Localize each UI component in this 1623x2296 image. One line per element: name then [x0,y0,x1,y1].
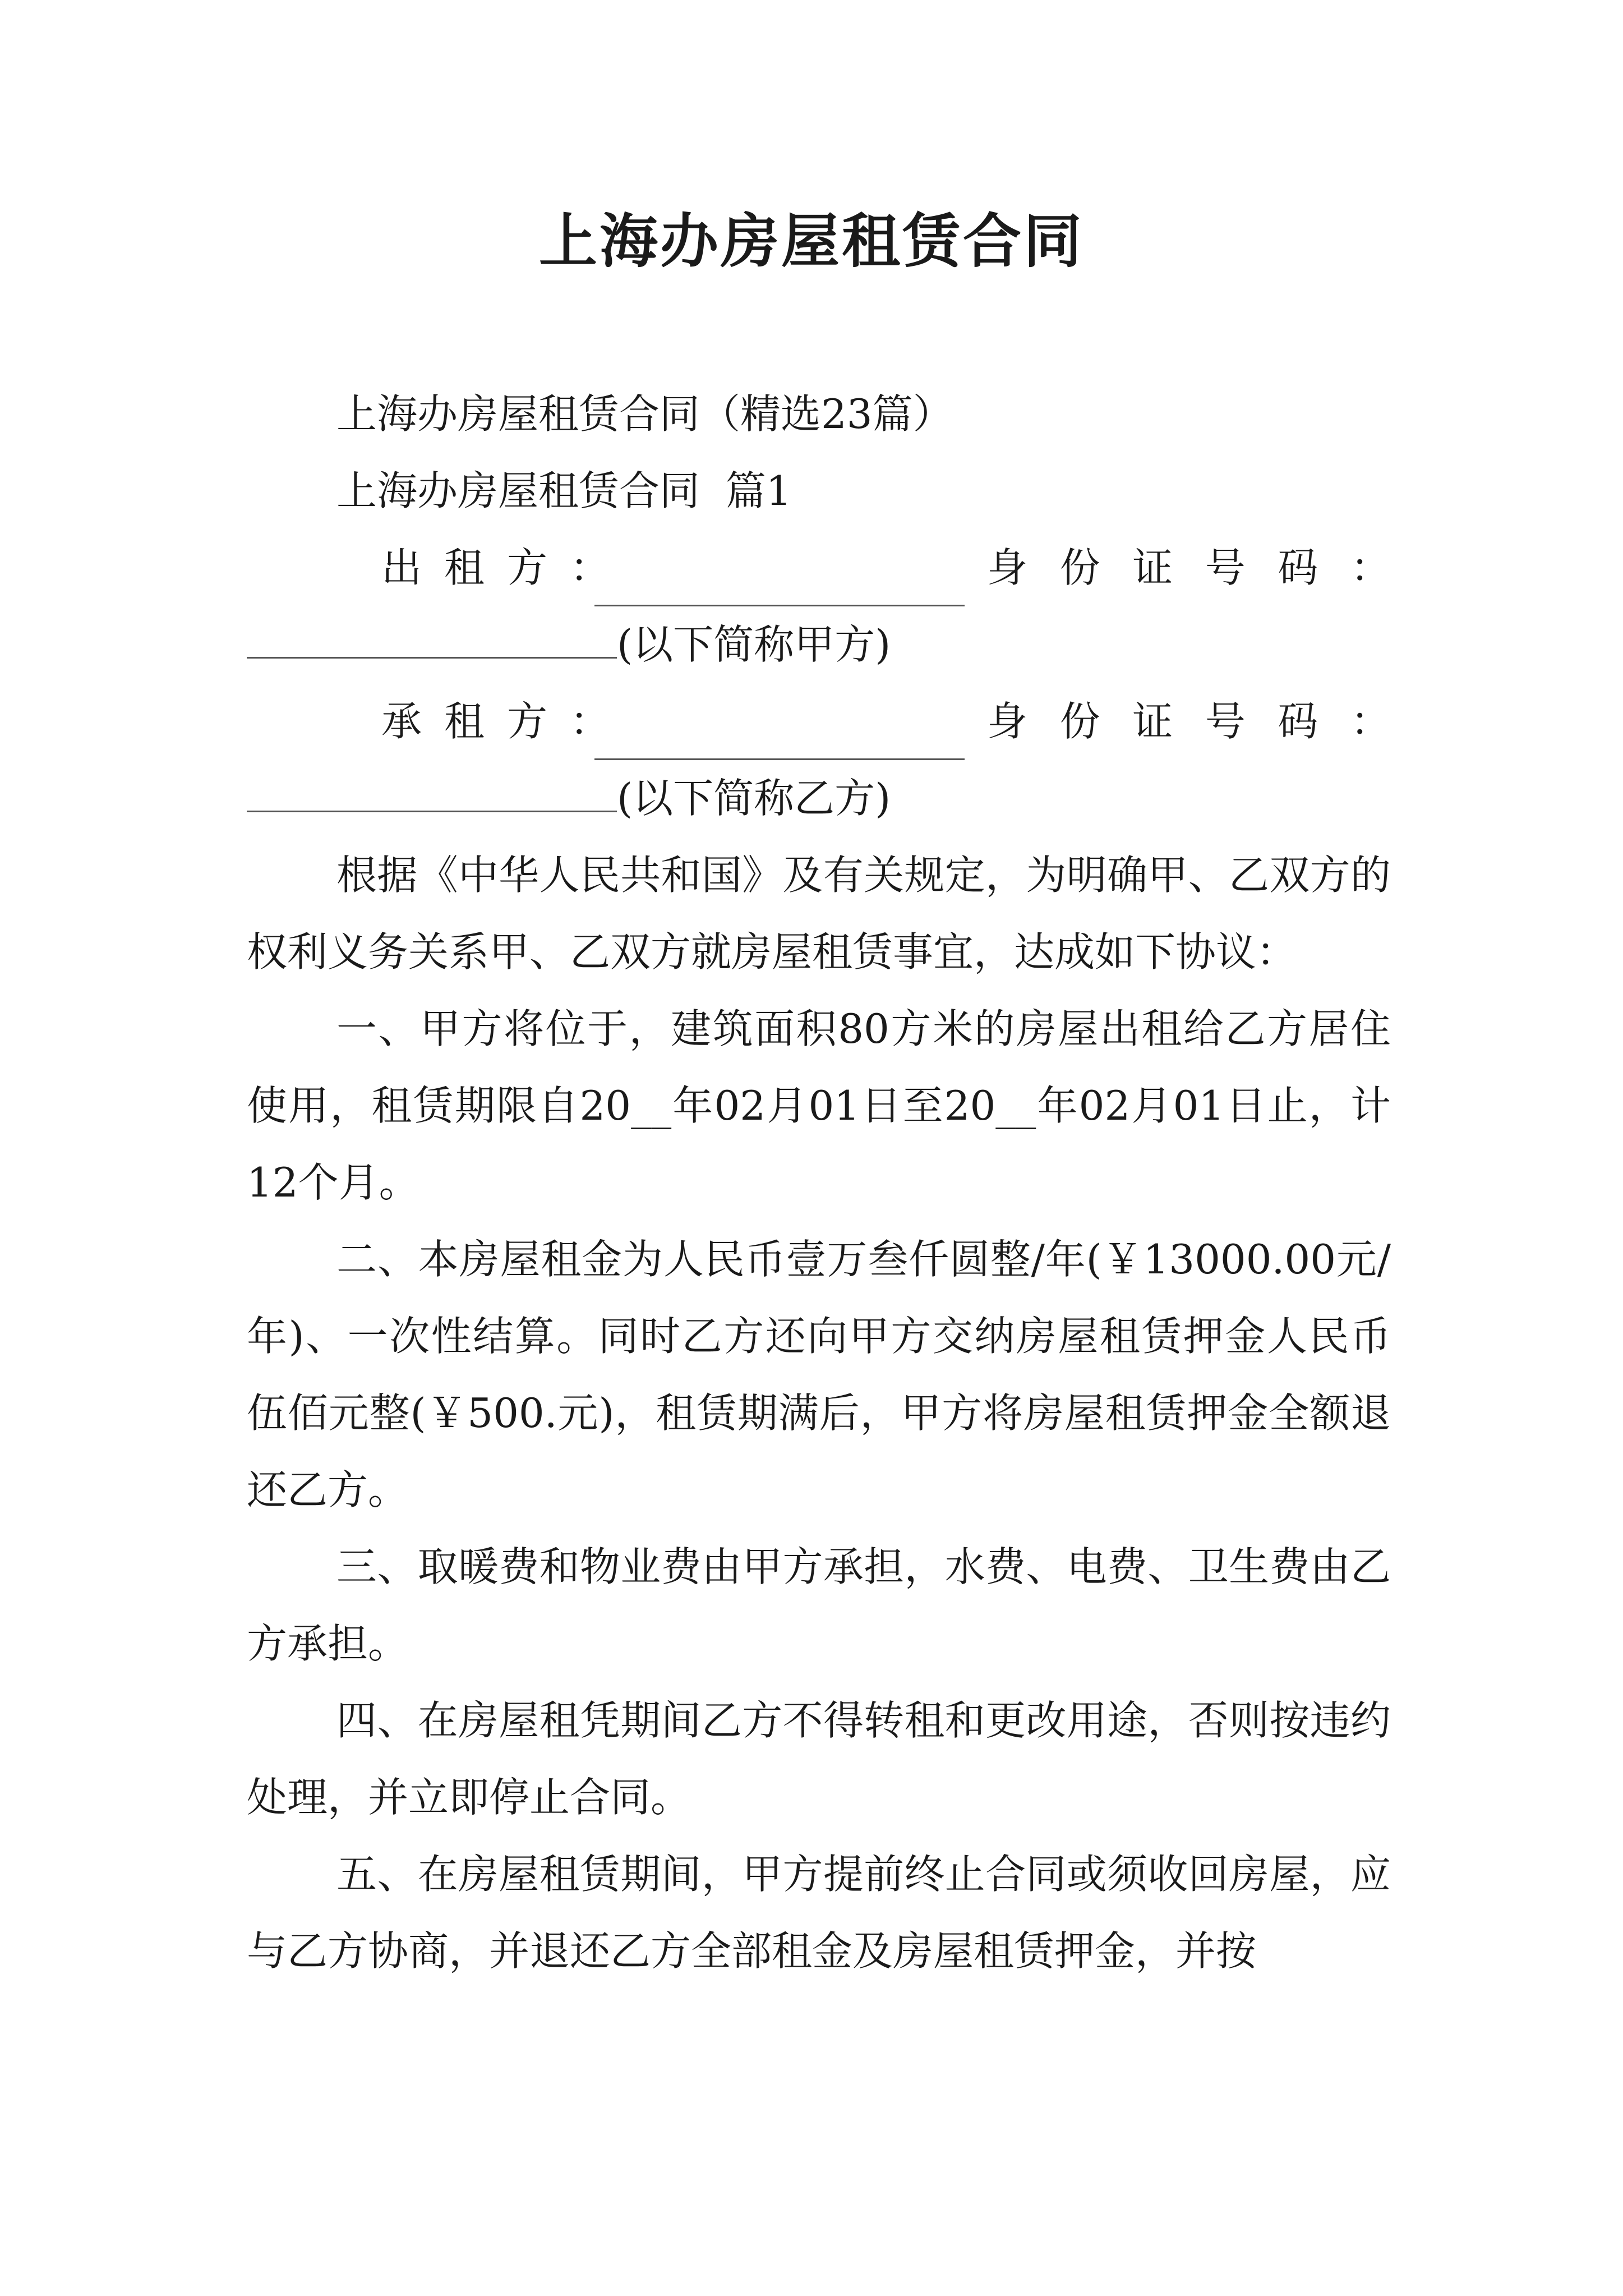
lessee-id-label: 身 份 证 号 码 ： [987,698,1391,745]
paragraph-clause-3: 三、取暖费和物业费由甲方承担，水费、电费、卫生费由乙方承担。 [247,1543,1391,1667]
lessee-label: 承租方： [381,698,633,745]
lessee-id-blank [247,766,617,812]
subtitle-collection: 上海办房屋租赁合同（精选23篇） [336,390,953,438]
subtitle-article: 上海办房屋租赁合同 篇1 [336,467,792,514]
paragraph-clause-1: 一、甲方将位于，建筑面积80方米的房屋出租给乙方居住使用，租赁期限自20__年02月01日至20__年02月01日止，计12个月。 [247,1005,1391,1206]
document-title: 上海办房屋租赁合同 [538,206,1084,275]
document-body [247,376,1391,1990]
lessee-alias: (以下简称乙方) [617,775,891,822]
lessor-id-label: 身 份 证 号 码 ： [987,544,1391,591]
lessee-line [247,683,1391,760]
lessor-name-blank [594,560,965,606]
lessor-alias-line [247,606,1391,683]
paragraph-clause-4: 四、在房屋租凭期间乙方不得转租和更改用途，否则按违约处理，并立即停止合同。 [247,1697,1391,1821]
lessee-alias-line [247,760,1391,837]
lessor-id-blank [247,612,617,659]
lessor-line [247,530,1391,606]
paragraph-preamble: 根据《中华人民共和国》及有关规定，为明确甲、乙双方的权利义务关系甲、乙双方就房屋租赁事宜，达成如下协议： [247,852,1391,976]
lessee-name-blank [594,714,965,760]
paragraph-clause-5: 五、在房屋租赁期间，甲方提前终止合同或须收回房屋，应与乙方协商，并退还乙方全部租金及房屋租赁押金，并按 [247,1851,1391,1975]
lessor-label: 出租方： [381,544,633,591]
lessor-alias: (以下简称甲方) [617,621,891,668]
paragraph-clause-2: 二、本房屋租金为人民币壹万叁仟圆整/年(￥13000.00元/年)、一次性结算。同时乙方还向甲方交纳房屋租赁押金人民币伍佰元整(￥500.元)，租赁期满后，甲方将房屋租赁押金全额退还乙方。 [247,1236,1391,1513]
